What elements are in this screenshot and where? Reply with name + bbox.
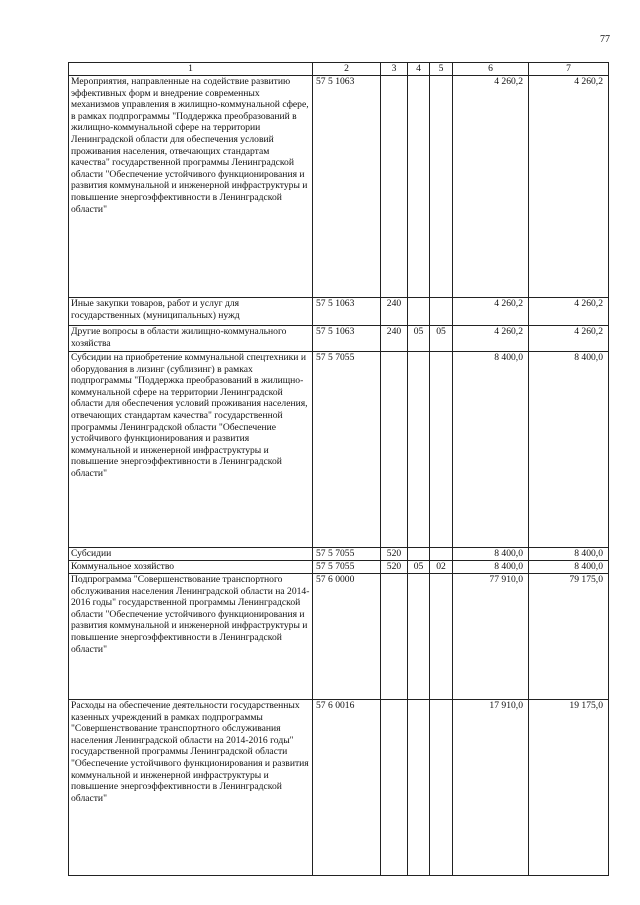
row-code: 57 5 1063	[313, 76, 381, 298]
row-name: Расходы на обеспечение деятельности государственных казенных учреждений в рамках подпрограммы "Совершенствование транспортного обслуживания населения Ленинградской области на 2014-2016 годы" государственной программы Ленинградской области "Обеспечение устойчивого функционирования и развития коммунальной и инженерной инфраструктуры и повышение энергоэффективности в Ленинградской области"	[69, 700, 313, 876]
row-name: Подпрограмма "Совершенствование транспортного обслуживания населения Ленинградской области на 2014-2016 годы" государственной программы Ленинградской области "Обеспечение устойчивого функционирования и развития коммунальной и инженерной инфраструктуры и повышение энергоэффективности в Ленинградской области"	[69, 574, 313, 700]
row-sum-2016: 4 260,2	[529, 326, 609, 352]
header-cell-vr: 3	[381, 63, 408, 76]
row-pr: 05	[430, 326, 453, 352]
row-name: Субсидии	[69, 548, 313, 561]
row-vr	[381, 700, 408, 876]
row-vr	[381, 574, 408, 700]
row-pr	[430, 298, 453, 326]
row-name: Мероприятия, направленные на содействие развитию эффективных форм и внедрение современных механизмов управления в жилищно-коммунальной сфере, в рамках подпрограммы "Поддержка преобразований в жилищно-коммунальной сфере на территории Ленинградской области для обеспечения условий проживания населения, отвечающих стандартам качества" государственной программы Ленинградской области "Обеспечение устойчивого функционирования и развития коммунальной и инженерной инфраструктуры и повышение энергоэффективности в Ленинградской области"	[69, 76, 313, 298]
row-vr: 520	[381, 561, 408, 574]
row-vr	[381, 76, 408, 298]
row-sum-2016: 8 400,0	[529, 561, 609, 574]
row-sum-2015: 8 400,0	[453, 548, 529, 561]
row-code: 57 5 1063	[313, 326, 381, 352]
row-rz: 05	[408, 326, 430, 352]
row-sum-2015: 4 260,2	[453, 326, 529, 352]
row-rz	[408, 352, 430, 548]
row-rz	[408, 548, 430, 561]
header-cell-pr: 5	[430, 63, 453, 76]
row-rz	[408, 298, 430, 326]
table-row	[69, 76, 609, 298]
row-sum-2015: 8 400,0	[453, 561, 529, 574]
table-row	[69, 561, 609, 574]
row-pr	[430, 574, 453, 700]
row-vr: 520	[381, 548, 408, 561]
row-pr	[430, 76, 453, 298]
row-sum-2016: 8 400,0	[529, 548, 609, 561]
budget-table	[68, 62, 609, 876]
table-row	[69, 700, 609, 876]
row-rz	[408, 76, 430, 298]
table-row	[69, 548, 609, 561]
row-code: 57 5 1063	[313, 298, 381, 326]
table-row	[69, 574, 609, 700]
row-sum-2015: 8 400,0	[453, 352, 529, 548]
row-name: Коммунальное хозяйство	[69, 561, 313, 574]
row-vr: 240	[381, 298, 408, 326]
header-cell-sum-2015: 6	[453, 63, 529, 76]
row-sum-2016: 8 400,0	[529, 352, 609, 548]
header-cell-code: 2	[313, 63, 381, 76]
row-name: Иные закупки товаров, работ и услуг для государственных (муниципальных) нужд	[69, 298, 313, 326]
header-cell-sum-2016: 7	[529, 63, 609, 76]
row-vr	[381, 352, 408, 548]
table-row	[69, 352, 609, 548]
row-rz	[408, 574, 430, 700]
row-name: Другие вопросы в области жилищно-коммунального хозяйства	[69, 326, 313, 352]
row-sum-2016: 19 175,0	[529, 700, 609, 876]
row-name: Субсидии на приобретение коммунальной спецтехники и оборудования в лизинг (сублизинг) в рамках подпрограммы "Поддержка преобразований в жилищно-коммунальной сфере на территории Ленинградской области для обеспечения условий проживания населения, отвечающих стандартам качества" государственной программы Ленинградской области "Обеспечение устойчивого функционирования и развития коммунальной и инженерной инфраструктуры и повышение энергоэффективности в Ленинградской области"	[69, 352, 313, 548]
row-sum-2015: 77 910,0	[453, 574, 529, 700]
header-cell-name: 1	[69, 63, 313, 76]
row-pr	[430, 700, 453, 876]
row-pr	[430, 352, 453, 548]
row-code: 57 6 0000	[313, 574, 381, 700]
row-code: 57 5 7055	[313, 352, 381, 548]
row-code: 57 5 7055	[313, 561, 381, 574]
row-rz	[408, 700, 430, 876]
row-pr	[430, 548, 453, 561]
row-sum-2016: 4 260,2	[529, 298, 609, 326]
row-sum-2015: 4 260,2	[453, 298, 529, 326]
row-pr: 02	[430, 561, 453, 574]
row-sum-2015: 17 910,0	[453, 700, 529, 876]
row-code: 57 5 7055	[313, 548, 381, 561]
row-rz: 05	[408, 561, 430, 574]
row-sum-2016: 4 260,2	[529, 76, 609, 298]
row-code: 57 6 0016	[313, 700, 381, 876]
row-sum-2016: 79 175,0	[529, 574, 609, 700]
row-vr: 240	[381, 326, 408, 352]
row-sum-2015: 4 260,2	[453, 76, 529, 298]
header-cell-rz: 4	[408, 63, 430, 76]
table-header-row	[69, 63, 609, 76]
table-row	[69, 298, 609, 326]
table-row	[69, 326, 609, 352]
page-number: 77	[600, 34, 610, 45]
